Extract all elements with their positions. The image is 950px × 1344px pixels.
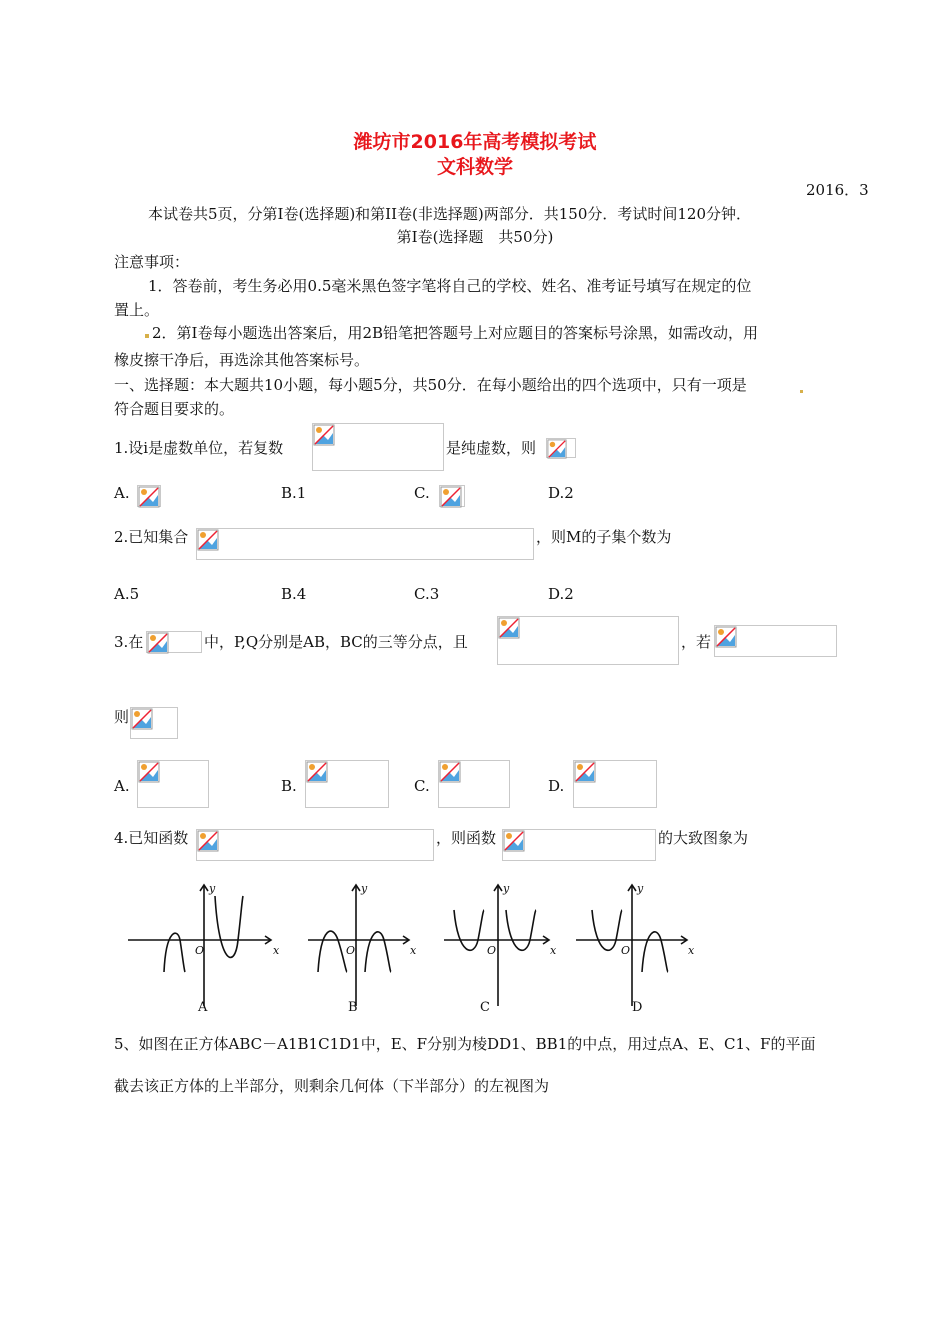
section-1-line-2: 符合题目要求的。 <box>114 400 235 418</box>
formula-image-icon <box>438 760 510 808</box>
graph-label-c: C <box>480 1000 490 1015</box>
q3-text-mid: 中，P,Q分别是AB，BC的三等分点，且 <box>204 633 468 651</box>
formula-image-icon <box>573 760 657 808</box>
q5-line-1: 5、如图在正方体ABC－A1B1C1D1中，E、F分别为棱DD1、BB1的中点，用过点A、E、C1、F的平面 <box>114 1035 816 1053</box>
q2-text-post: ，则M的子集个数为 <box>536 528 672 546</box>
function-graphs <box>118 880 718 1020</box>
part-title: 第I卷(选择题 共50分) <box>396 228 554 246</box>
title-line-1: 潍坊市2016年高考模拟考试 <box>353 131 597 153</box>
origin-label: O <box>346 944 356 957</box>
formula-image-icon <box>137 760 209 808</box>
section-1-line-1: 一、选择题：本大题共10小题，每小题5分，共50分．在每小题给出的四个选项中，只有一项是 <box>114 376 747 394</box>
origin-label: O <box>621 944 631 957</box>
formula-image-icon <box>196 829 434 861</box>
note-2-line-1: 2．第I卷每小题选出答案后，用2B铅笔把答题号上对应题目的答案标号涂黑，如需改动，用 <box>152 324 759 342</box>
formula-image-icon <box>497 616 679 665</box>
mark-dot <box>800 390 803 393</box>
axis-y-label: y <box>209 882 216 895</box>
graph-label-a: A <box>198 1000 208 1015</box>
q3-text-pre: 3.在 <box>114 633 144 651</box>
note-1-line-2: 置上。 <box>114 301 160 319</box>
origin-label: O <box>195 944 205 957</box>
formula-image-icon <box>137 485 161 507</box>
formula-image-icon <box>130 707 178 739</box>
q2-option-b: B.4 <box>281 585 307 603</box>
q2-text-pre: 2.已知集合 <box>114 528 189 546</box>
q1-option-d: D.2 <box>548 484 574 502</box>
q3-option-a: A. <box>114 777 130 795</box>
q1-option-c: C. <box>414 484 430 502</box>
q3-text-comma: ，若 <box>681 633 712 651</box>
notes-heading: 注意事项： <box>114 253 190 271</box>
title-line-2: 文科数学 <box>436 156 513 178</box>
exam-date: 2016．3 <box>806 181 869 199</box>
q3-option-b: B. <box>281 777 297 795</box>
graph-label-b: B <box>348 1000 358 1015</box>
q3-option-c: C. <box>414 777 430 795</box>
origin-label: O <box>487 944 497 957</box>
q1-option-b: B.1 <box>281 484 307 502</box>
q2-option-d: D.2 <box>548 585 574 603</box>
formula-image-icon <box>714 625 837 657</box>
axis-y-label: y <box>637 882 644 895</box>
q1-option-a: A. <box>114 484 130 502</box>
note-1-line-1: 1．答卷前，考生务必用0.5毫米黑色签字笔将自己的学校、姓名、准考证号填写在规定的位 <box>148 277 752 295</box>
q1-text-mid: 是纯虚数，则 <box>446 439 537 457</box>
q1-text-pre: 1.设i是虚数单位，若复数 <box>114 439 284 457</box>
axis-x-label: x <box>410 944 417 957</box>
q4-text-mid: ，则函数 <box>436 829 497 847</box>
q3-option-d: D. <box>548 777 565 795</box>
formula-image-icon <box>502 829 656 861</box>
graph-label-d: D <box>632 1000 643 1015</box>
formula-image-icon <box>305 760 389 808</box>
axis-y-label: y <box>503 882 510 895</box>
intro-text: 本试卷共5页，分第I卷(选择题)和第II卷(非选择题)两部分．共150分．考试时间120分钟． <box>148 205 751 223</box>
q2-option-a: A.5 <box>114 585 140 603</box>
formula-image-icon <box>146 631 202 653</box>
q4-text-pre: 4.已知函数 <box>114 829 189 847</box>
formula-image-icon <box>439 485 465 507</box>
formula-image-icon <box>196 528 534 560</box>
axis-y-label: y <box>361 882 368 895</box>
mark-dot <box>145 334 149 338</box>
axis-x-label: x <box>273 944 280 957</box>
q4-text-post: 的大致图象为 <box>658 829 749 847</box>
q5-line-2: 截去该正方体的上半部分，则剩余几何体（下半部分）的左视图为 <box>114 1077 550 1095</box>
axis-x-label: x <box>550 944 557 957</box>
note-2-line-2: 橡皮擦干净后，再选涂其他答案标号。 <box>114 351 370 369</box>
formula-image-icon <box>546 438 576 458</box>
q3-text-then: 则 <box>114 708 130 726</box>
q2-option-c: C.3 <box>414 585 440 603</box>
axis-x-label: x <box>688 944 695 957</box>
formula-image-icon <box>312 423 444 471</box>
